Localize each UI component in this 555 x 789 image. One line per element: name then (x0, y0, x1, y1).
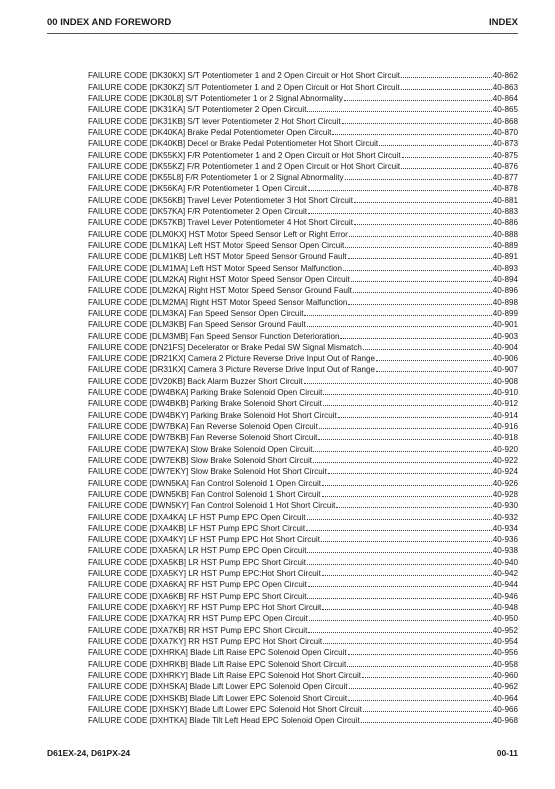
index-entry[interactable] (88, 658, 518, 669)
dot-leader (347, 666, 492, 667)
index-entry[interactable] (88, 296, 518, 307)
dot-leader (338, 417, 492, 418)
entry-page-number: 40-958 (492, 659, 518, 669)
index-entry[interactable] (88, 647, 518, 658)
index-entry[interactable] (88, 556, 518, 567)
dot-leader (322, 496, 492, 497)
dot-leader (363, 711, 492, 712)
dot-leader (401, 77, 492, 78)
dot-leader (322, 485, 492, 486)
dot-leader (328, 473, 492, 474)
dot-leader (351, 281, 492, 282)
entry-page-number: 40-962 (492, 682, 518, 692)
entry-page-number: 40-883 (492, 207, 518, 217)
dot-leader (307, 326, 492, 327)
dot-leader (345, 179, 492, 180)
index-entry[interactable] (88, 432, 518, 443)
entry-page-number: 40-960 (492, 670, 518, 680)
entry-title: FAILURE CODE [DW4BKA] Parking Brake Solenoid Open Circuit (88, 388, 323, 398)
index-entry[interactable] (88, 172, 518, 183)
index-entry[interactable] (88, 93, 518, 104)
index-entry[interactable] (88, 161, 518, 172)
entry-page-number: 40-942 (492, 569, 518, 579)
entry-title: FAILURE CODE [DW7BKB] Fan Reverse Solenoid Short Circuit (88, 433, 318, 443)
entry-page-number: 40-891 (492, 252, 518, 262)
index-entry[interactable] (88, 104, 518, 115)
entry-page-number: 40-968 (492, 716, 518, 726)
entry-page-number: 40-888 (492, 229, 518, 239)
dot-leader (340, 338, 491, 339)
dot-leader (308, 586, 492, 587)
entry-page-number: 40-956 (492, 648, 518, 658)
dot-leader (344, 100, 492, 101)
dot-leader (322, 575, 492, 576)
dot-leader (323, 643, 492, 644)
entry-title: FAILURE CODE [DLM3KA] Fan Speed Sensor Open Circuit (88, 308, 304, 318)
index-entry[interactable] (88, 613, 518, 624)
entry-page-number: 40-944 (492, 580, 518, 590)
dot-leader (348, 700, 492, 701)
entry-title: FAILURE CODE [DLM1KB] Left HST Motor Speed Sensor Ground Fault (88, 252, 347, 262)
dot-leader (308, 632, 491, 633)
entry-page-number: 40-903 (492, 331, 518, 341)
entry-page-number: 40-964 (492, 693, 518, 703)
index-entry[interactable] (88, 602, 518, 613)
entry-page-number: 40-886 (492, 218, 518, 228)
dot-leader (306, 530, 492, 531)
dot-leader (376, 371, 492, 372)
index-entry[interactable] (88, 523, 518, 534)
entry-title: FAILURE CODE [DW7EKY] Slow Brake Solenoid Hot Short Circuit (88, 467, 327, 477)
index-entry[interactable] (88, 115, 518, 126)
entry-title: FAILURE CODE [DK55KZ] F/R Potentiometer 1 and 2 Open Circuit or Hot Short Circuit (88, 161, 401, 171)
header-rule (47, 33, 518, 34)
entry-page-number: 40-938 (492, 546, 518, 556)
entry-page-number: 40-901 (492, 320, 518, 330)
entry-page-number: 40-899 (492, 308, 518, 318)
entry-page-number: 40-898 (492, 297, 518, 307)
index-entry[interactable] (88, 375, 518, 386)
dot-leader (307, 111, 491, 112)
index-entry[interactable] (88, 715, 518, 726)
dot-leader (345, 247, 492, 248)
dot-leader (307, 564, 492, 565)
entry-title: FAILURE CODE [DK56KB] Travel Lever Potentiometer 3 Hot Short Circuit (88, 195, 353, 205)
entry-page-number: 40-930 (492, 501, 518, 511)
index-entry[interactable] (88, 353, 518, 364)
entry-title: FAILURE CODE [DXA4KY] LF HST Pump EPC Hot Short Circuit (88, 535, 320, 545)
index-entry[interactable] (88, 228, 518, 239)
entry-title: FAILURE CODE [DXA7KB] RR HST Pump EPC Short Circuit (88, 625, 308, 635)
entry-page-number: 40-896 (492, 286, 518, 296)
index-entry[interactable] (88, 624, 518, 635)
entry-title: FAILURE CODE [DK40KB] Decel or Brake Pedal Potentiometer Hot Short Circuit (88, 139, 379, 149)
index-entry[interactable] (88, 489, 518, 500)
dot-leader (319, 428, 492, 429)
entry-title: FAILURE CODE [DW4BKB] Parking Brake Solenoid Short Circuit (88, 399, 322, 409)
dot-leader (343, 270, 492, 271)
entry-page-number: 40-894 (492, 274, 518, 284)
index-entry[interactable] (88, 274, 518, 285)
index-entry[interactable] (88, 251, 518, 262)
entry-page-number: 40-873 (492, 139, 518, 149)
dot-leader (323, 405, 492, 406)
dot-leader (348, 654, 492, 655)
dot-leader (304, 315, 491, 316)
entry-title: FAILURE CODE [DK30L8] S/T Potentiometer 1 or 2 Signal Abnormality (88, 93, 343, 103)
dot-leader (313, 451, 491, 452)
entry-title: FAILURE CODE [DW7EKB] Slow Brake Solenoid Short Circuit (88, 455, 313, 465)
entry-page-number: 40-912 (492, 399, 518, 409)
entry-page-number: 40-865 (492, 105, 518, 115)
dot-leader (348, 258, 492, 259)
entry-title: FAILURE CODE [DXA6KY] RF HST Pump EPC Hot Short Circuit (88, 603, 322, 612)
entry-page-number: 40-876 (492, 161, 518, 171)
entry-title: FAILURE CODE [DXHRKA] Blade Lift Raise EPC Solenoid Open Circuit (88, 648, 347, 658)
entry-page-number: 40-910 (492, 388, 518, 398)
entry-title: FAILURE CODE [DXA7KA] RR HST Pump EPC Open Circuit (88, 614, 308, 624)
index-entry[interactable] (88, 81, 518, 92)
index-entry[interactable] (88, 511, 518, 522)
dot-leader (322, 609, 492, 610)
entry-title: FAILURE CODE [DWN5KY] Fan Control Solenoid 1 Hot Short Circuit (88, 501, 336, 511)
index-entry[interactable] (88, 409, 518, 420)
index-entry[interactable] (88, 194, 518, 205)
dot-leader (308, 190, 492, 191)
entry-title: FAILURE CODE [DXHSKY] Blade Lift Lower EPC Solenoid Hot Short Circuit (88, 704, 362, 714)
entry-title: FAILURE CODE [DLM2MA] Right HST Motor Speed Sensor Malfunction (88, 297, 348, 307)
index-entry[interactable] (88, 206, 518, 217)
entry-title: FAILURE CODE [DXA4KB] LF HST Pump EPC Short Circuit (88, 523, 306, 533)
index-entry[interactable] (88, 387, 518, 398)
dot-leader (307, 598, 491, 599)
entry-page-number: 40-936 (492, 535, 518, 545)
entry-page-number: 40-881 (492, 195, 518, 205)
entry-page-number: 40-914 (492, 410, 518, 420)
dot-leader (318, 439, 491, 440)
dot-leader (401, 89, 492, 90)
entry-title: FAILURE CODE [DWN5KB] Fan Control Solenoid 1 Short Circuit (88, 489, 321, 499)
index-entry[interactable] (88, 319, 518, 330)
entry-page-number: 40-875 (492, 150, 518, 160)
footer-page-number: 00-11 (496, 748, 518, 758)
index-entry[interactable] (88, 704, 518, 715)
entry-title: FAILURE CODE [DW4BKY] Parking Brake Solenoid Hot Short Circuit (88, 410, 337, 420)
dot-leader (304, 383, 492, 384)
entry-page-number: 40-870 (492, 127, 518, 137)
entry-page-number: 40-878 (492, 184, 518, 194)
entry-page-number: 40-948 (492, 603, 518, 612)
index-entry[interactable] (88, 183, 518, 194)
index-entry[interactable] (88, 477, 518, 488)
index-entry[interactable] (88, 590, 518, 601)
index-entry[interactable] (88, 681, 518, 692)
index-entry[interactable] (88, 330, 518, 341)
dot-leader (309, 620, 492, 621)
dot-leader (376, 360, 492, 361)
dot-leader (362, 677, 492, 678)
entry-page-number: 40-862 (492, 71, 518, 81)
entry-title: FAILURE CODE [DR21KX] Camera 2 Picture Reverse Drive Input Out of Range (88, 354, 375, 364)
index-entry[interactable] (88, 692, 518, 703)
entry-page-number: 40-864 (492, 93, 518, 103)
entry-page-number: 40-908 (492, 376, 518, 386)
entry-title: FAILURE CODE [DLM2KA] Right HST Motor Speed Sensor Ground Fault (88, 286, 352, 296)
entry-page-number: 40-868 (492, 116, 518, 126)
index-entry[interactable] (88, 127, 518, 138)
entry-page-number: 40-922 (492, 455, 518, 465)
entry-title: FAILURE CODE [DLM0KX] HST Motor Speed Sensor Left or Right Error (88, 229, 348, 239)
entry-title: FAILURE CODE [DW7EKA] Slow Brake Solenoid Open Circuit (88, 444, 313, 454)
entry-title: FAILURE CODE [DK30KX] S/T Potentiometer 1 and 2 Open Circuit or Hot Short Circuit (88, 71, 401, 81)
entry-title: FAILURE CODE [DXHRKY] Blade Lift Raise EPC Solenoid Hot Short Circuit (88, 670, 362, 680)
entry-page-number: 40-906 (492, 354, 518, 364)
entry-title: FAILURE CODE [DK57KB] Travel Lever Potentiometer 4 Hot Short Circuit (88, 218, 353, 228)
entry-title: FAILURE CODE [DK30KZ] S/T Potentiometer 1 and 2 Open Circuit or Hot Short Circuit (88, 82, 400, 92)
entry-title: FAILURE CODE [DK31KB] S/T lever Potentiometer 2 Hot Short Circuit (88, 116, 341, 126)
entry-page-number: 40-952 (492, 625, 518, 635)
entry-page-number: 40-946 (492, 591, 518, 601)
index-entry[interactable] (88, 545, 518, 556)
entry-page-number: 40-889 (492, 241, 518, 250)
header-index-label: INDEX (488, 17, 518, 28)
index-entry[interactable] (88, 149, 518, 160)
index-entry[interactable] (88, 308, 518, 319)
entry-title: FAILURE CODE [DK31KA] S/T Potentiometer 2 Open Circuit (88, 105, 307, 115)
dot-leader (353, 292, 492, 293)
index-entry[interactable] (88, 262, 518, 273)
entry-page-number: 40-940 (492, 557, 518, 567)
entry-page-number: 40-904 (492, 342, 518, 352)
dot-leader (361, 722, 492, 723)
index-entry[interactable] (88, 70, 518, 81)
entry-page-number: 40-863 (492, 82, 518, 92)
entry-page-number: 40-966 (492, 704, 518, 714)
page-footer (47, 748, 518, 760)
entry-title: FAILURE CODE [DXHSKB] Blade Lift Lower EPC Solenoid Short Circuit (88, 693, 348, 703)
dot-leader (363, 349, 492, 350)
page-header (47, 17, 518, 31)
index-entry[interactable] (88, 455, 518, 466)
entry-page-number: 40-928 (492, 489, 518, 499)
index-entry[interactable] (88, 421, 518, 432)
entry-title: FAILURE CODE [DXA6KA] RF HST Pump EPC Open Circuit (88, 580, 307, 590)
entry-page-number: 40-950 (492, 614, 518, 624)
entry-page-number: 40-893 (492, 263, 518, 273)
dot-leader (307, 552, 491, 553)
index-entry[interactable] (88, 568, 518, 579)
entry-title: FAILURE CODE [DLM3MB] Fan Speed Sensor Function Deterioration (88, 331, 340, 341)
index-entry[interactable] (88, 138, 518, 149)
entry-page-number: 40-926 (492, 478, 518, 488)
dot-leader (402, 157, 492, 158)
dot-leader (348, 304, 491, 305)
index-entry[interactable] (88, 217, 518, 228)
entry-page-number: 40-916 (492, 422, 518, 431)
entry-title: FAILURE CODE [DV20KB] Back Alarm Buzzer Short Circuit (88, 376, 303, 386)
dot-leader (354, 202, 492, 203)
entry-title: FAILURE CODE [DXA6KB] RF HST Pump EPC Short Circuit (88, 591, 307, 601)
entry-title: FAILURE CODE [DK57KA] F/R Potentiometer 2 Open Circuit (88, 207, 308, 217)
index-entry[interactable] (88, 364, 518, 375)
entry-title: FAILURE CODE [DK55L8] F/R Potentiometer 1 or 2 Signal Abnormality (88, 173, 344, 183)
entry-title: FAILURE CODE [DK55KX] F/R Potentiometer 1 and 2 Open Circuit or Hot Short Circuit (88, 150, 401, 160)
index-entry[interactable] (88, 398, 518, 409)
index-entry[interactable] (88, 443, 518, 454)
entry-title: FAILURE CODE [DXHRKB] Blade Lift Raise EPC Solenoid Short Circuit (88, 659, 347, 669)
entry-title: FAILURE CODE [DW7BKA] Fan Reverse Solenoid Open Circuit (88, 422, 318, 431)
index-entry[interactable] (88, 342, 518, 353)
dot-leader (401, 168, 492, 169)
entry-page-number: 40-932 (492, 512, 518, 522)
entry-title: FAILURE CODE [DXA5KA] LR HST Pump EPC Open Circuit (88, 546, 307, 556)
entry-title: FAILURE CODE [DXA5KB] LR HST Pump EPC Short Circuit (88, 557, 306, 567)
dot-leader (349, 688, 492, 689)
entry-title: FAILURE CODE [DLM1KA] Left HST Motor Speed Sensor Open Circuit (88, 241, 345, 250)
index-list (88, 70, 518, 726)
entry-title: FAILURE CODE [DXA7KY] RR HST Pump EPC Hot Short Circuit (88, 636, 323, 646)
entry-title: FAILURE CODE [DXHSKA] Blade Lift Lower EPC Solenoid Open Circuit (88, 682, 348, 692)
entry-page-number: 40-907 (492, 365, 518, 375)
index-entry[interactable] (88, 579, 518, 590)
index-entry[interactable] (88, 534, 518, 545)
index-entry[interactable] (88, 466, 518, 477)
entry-title: FAILURE CODE [DXHTKA] Blade Tilt Left Head EPC Solenoid Open Circuit (88, 716, 360, 726)
dot-leader (307, 519, 492, 520)
dot-leader (342, 123, 492, 124)
dot-leader (336, 507, 491, 508)
entry-page-number: 40-924 (492, 467, 518, 477)
entry-title: FAILURE CODE [DLM3KB] Fan Speed Sensor Ground Fault (88, 320, 306, 330)
index-entry[interactable] (88, 670, 518, 681)
entry-title: FAILURE CODE [DXA4KA] LF HST Pump EPC Open Circuit (88, 512, 306, 522)
entry-title: FAILURE CODE [DK40KA] Brake Pedal Potentiometer Open Circuit (88, 127, 332, 137)
dot-leader (308, 213, 492, 214)
entry-title: FAILURE CODE [DK56KA] F/R Potentiometer 1 Open Circuit (88, 184, 308, 194)
dot-leader (349, 236, 492, 237)
dot-leader (313, 462, 492, 463)
index-entry[interactable] (88, 500, 518, 511)
dot-leader (321, 541, 492, 542)
entry-title: FAILURE CODE [DR31KX] Camera 3 Picture Reverse Drive Input Out of Range (88, 365, 375, 375)
entry-page-number: 40-954 (492, 636, 518, 646)
index-entry[interactable] (88, 636, 518, 647)
entry-page-number: 40-934 (492, 523, 518, 533)
entry-title: FAILURE CODE [DLM1MA] Left HST Motor Speed Sensor Malfunction (88, 263, 343, 273)
entry-page-number: 40-918 (492, 433, 518, 443)
entry-page-number: 40-920 (492, 444, 518, 454)
dot-leader (323, 394, 491, 395)
dot-leader (332, 134, 491, 135)
dot-leader (354, 224, 492, 225)
entry-page-number: 40-877 (492, 173, 518, 183)
index-entry[interactable] (88, 285, 518, 296)
entry-title: FAILURE CODE [DN21FS] Decelerator or Brake Pedal SW Signal Mismatch (88, 342, 362, 352)
header-section-title: 00 INDEX AND FOREWORD (47, 17, 172, 28)
index-entry[interactable] (88, 240, 518, 251)
entry-title: FAILURE CODE [DWN5KA] Fan Control Solenoid 1 Open Circuit (88, 478, 322, 488)
entry-title: FAILURE CODE [DXA5KY] LR HST Pump EPC:Hot Short Circuit (88, 569, 321, 579)
footer-model: D61EX-24, D61PX-24 (47, 748, 131, 758)
dot-leader (379, 145, 492, 146)
entry-title: FAILURE CODE [DLM2KA] Right HST Motor Speed Sensor Open Circuit (88, 274, 350, 284)
